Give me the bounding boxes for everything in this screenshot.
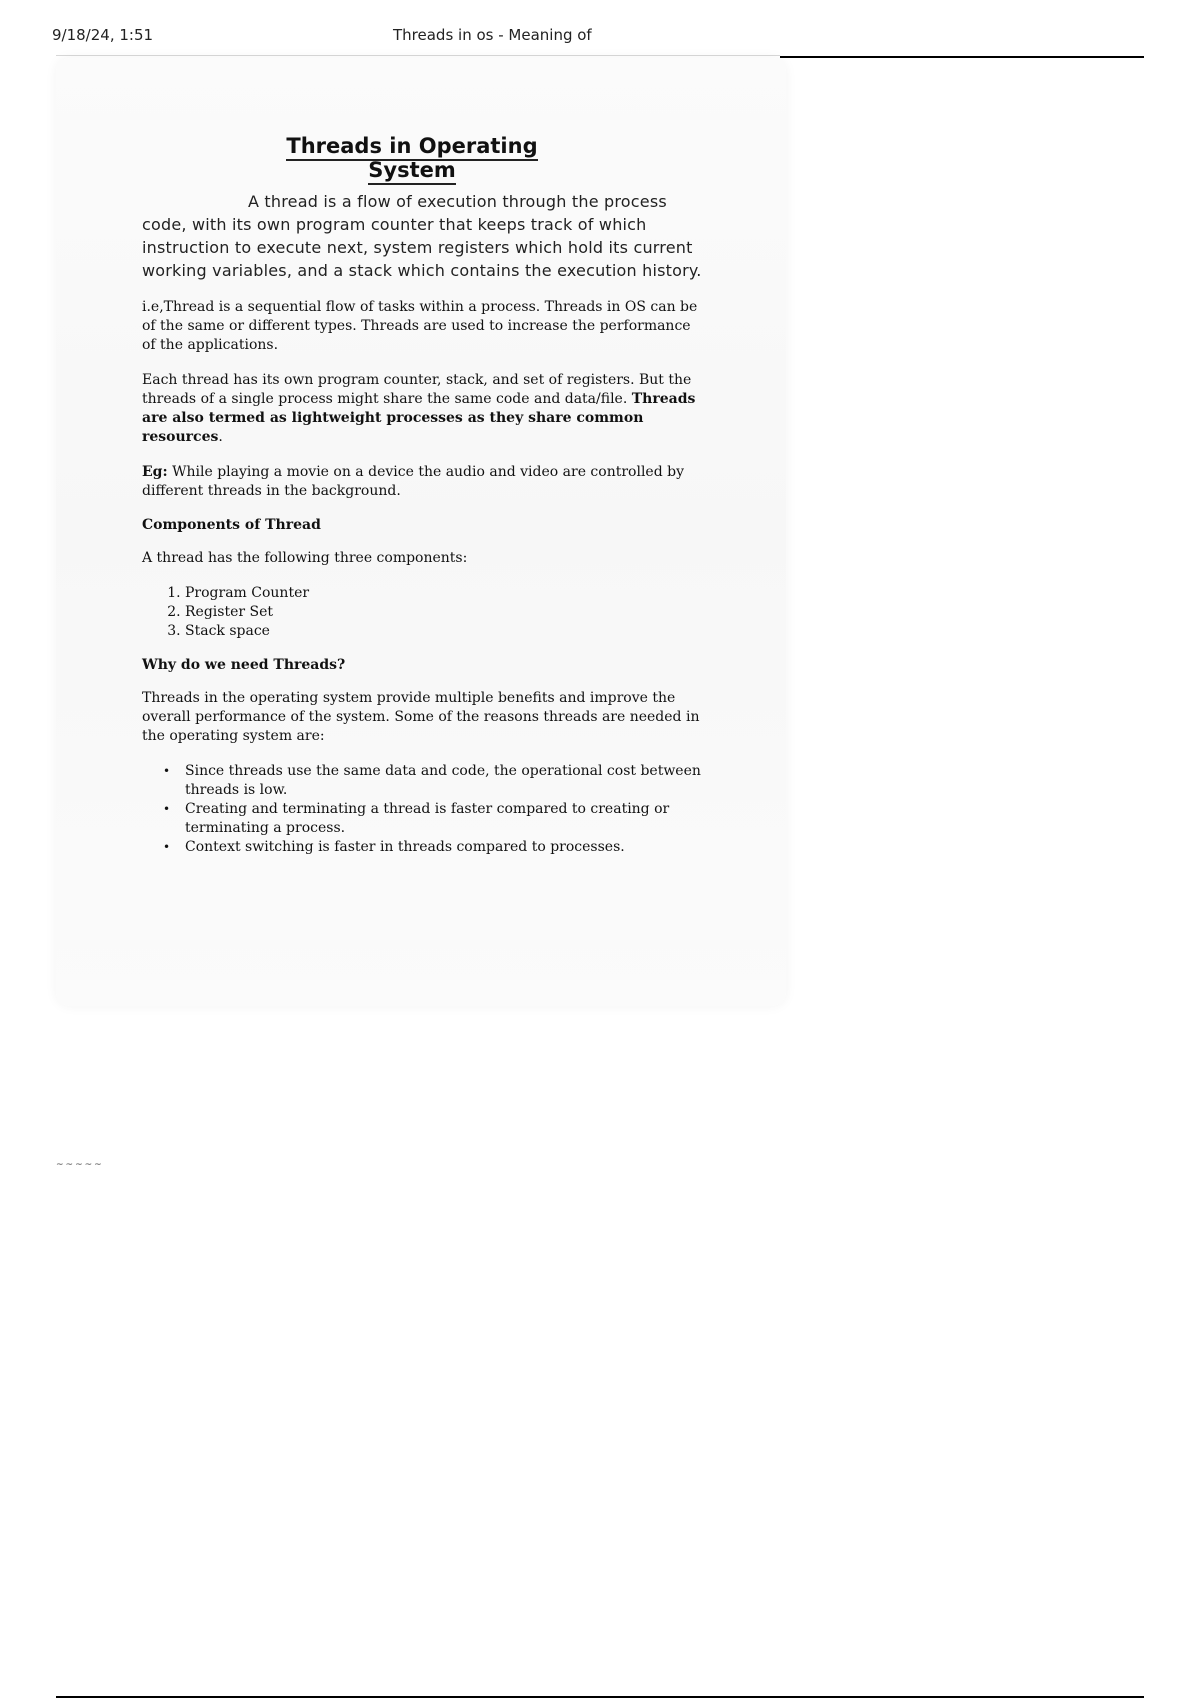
list-item: 3. Stack space	[185, 622, 702, 641]
document-title: Threads in Operating System	[262, 134, 562, 182]
list-item-text: Context switching is faster in threads compared to processes.	[185, 839, 625, 855]
header-divider	[780, 56, 1144, 58]
paragraph-lightweight-bold: Threads are also termed as lightweight processes as they share common resources	[142, 391, 696, 445]
print-header	[52, 26, 1148, 48]
components-heading: Components of Thread	[142, 517, 321, 533]
header-divider-faint	[56, 55, 780, 56]
list-item-text: Since threads use the same data and code, the operational cost between threads is low.	[185, 763, 701, 798]
print-title: Threads in os - Meaning of	[393, 26, 592, 44]
intro-paragraph: A thread is a flow of execution through the process code, with its own program counter that keeps track of which instruction to execute next, system registers which hold its current working variables, and a stack which contains the execution history.	[142, 192, 702, 280]
example-paragraph	[142, 463, 702, 501]
list-item	[163, 800, 702, 838]
footer-mark: ~~~~~	[56, 1160, 104, 1170]
example-text: While playing a movie on a device the audio and video are controlled by different threads in the background.	[142, 464, 684, 499]
list-item-text: Creating and terminating a thread is faster compared to creating or terminating a process.	[185, 801, 670, 836]
list-item	[163, 762, 702, 800]
example-label: Eg:	[142, 464, 168, 480]
components-intro: A thread has the following three components:	[142, 550, 468, 566]
why-heading: Why do we need Threads?	[142, 657, 346, 673]
list-item	[163, 838, 702, 857]
paragraph-lightweight	[142, 371, 702, 447]
footer-divider	[56, 1696, 1144, 1698]
print-date: 9/18/24, 1:51	[52, 26, 154, 44]
bullet-icon: •	[163, 764, 171, 778]
bullet-icon: •	[163, 840, 171, 854]
why-intro: Threads in the operating system provide multiple benefits and improve the overall performance of the system. Some of the reasons threads are needed in the operating system are:	[142, 690, 700, 744]
paragraph-lightweight-end: .	[218, 429, 223, 445]
reasons-list	[142, 762, 702, 857]
document-content	[142, 134, 702, 873]
bullet-icon: •	[163, 802, 171, 816]
list-item: 2. Register Set	[185, 603, 702, 622]
paragraph-lightweight-text: Each thread has its own program counter, stack, and set of registers. But the threads of a single process might share the same code and data/file.	[142, 372, 692, 407]
components-list	[142, 584, 702, 641]
list-item: 1. Program Counter	[185, 584, 702, 603]
paragraph-sequential-flow: i.e,Thread is a sequential flow of tasks within a process. Threads in OS can be of the same or different types. Threads are used to increase the performance of the applications.	[142, 299, 698, 353]
